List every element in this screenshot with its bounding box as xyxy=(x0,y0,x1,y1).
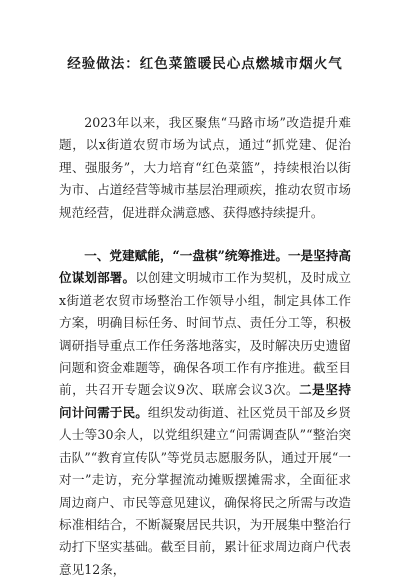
section-1-paragraph xyxy=(59,245,351,581)
section-1-text-2: 组织发动街道、社区党员干部及乡贤人士等30余人，以党组织建立“问需调查队”“整治突击队”“教育宣传队”等党员志愿服务队，通过开展“一对一”走访，充分掌握流动摊贩摆摊需求，全面征求周边商户、市民等意见建议，确保将民之所需与改造标准相结合，不断凝聚居民共识，为开展集中整治行动打下坚实基础。截至目前，累计征求周边商户代表意见12条， xyxy=(59,404,352,577)
section-1-subheading-2: 二是坚持问计问需于民。 xyxy=(59,382,352,420)
document-body xyxy=(59,112,351,581)
section-1-text-1: 以创建文明城市工作为契机，及时成立x街道老农贸市场整治工作领导小组，制定具体工作方案，明确目标任务、时间节点、责任分工等，积极调研指导重点工作任务落地落实，及时解决历史遗留问题和资金难题等，确保各项工作有序推进。截至目前，共召开专题会议9次、联席会议3次。 xyxy=(59,270,352,398)
section-1-heading: 一、党建赋能，“一盘棋”统筹推进。 xyxy=(84,248,288,264)
section-1-subheading-1: 一是坚持高位谋划部署。 xyxy=(59,248,351,286)
page-title: 经验做法：红色菜篮暖民心点燃城市烟火气 xyxy=(67,56,343,72)
intro-paragraph: 2023年以来，我区聚焦“马路市场”改造提升难题，以x街道农贸市场为试点，通过“抓党建、促治理、强服务”，大力培育“红色菜篮”，持续根治以街为市、占道经营等城市基层治理顽疾，推动农贸市场规范经营，促进群众满意感、获得感持续提升。 xyxy=(59,115,351,220)
